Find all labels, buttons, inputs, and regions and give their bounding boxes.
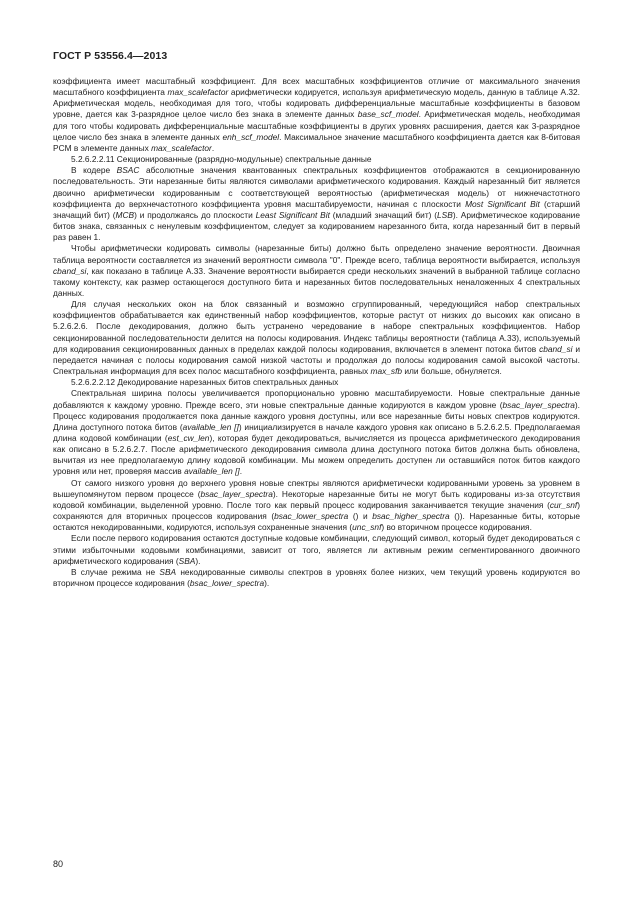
paragraph-0 — [53, 76, 580, 154]
text-run: ). Некоторые нарезанные биты не могут быть кодированы из-за отсутствия кодовой комбинации, выделенной уровню. После того как первый процесс кодирования заканчивается текущие значения ( — [53, 488, 580, 510]
text-run: 5.2.6.2.2.11 Секционированные (разрядно-модульные) спектральные данные — [71, 154, 372, 165]
text-run: некодированные символы спектров в уровнях более низких, чем текущий уровень кодируются во вторичном процессе кодирования ( — [53, 566, 580, 589]
text-run: . — [239, 466, 243, 477]
text-run: . — [211, 142, 215, 153]
document-header: ГОСТ Р 53556.4—2013 — [53, 50, 168, 62]
text-run: ) во вторичном процессе кодирования. — [381, 522, 532, 533]
text-run: От самого низкого уровня до верхнего уровня новые спектры являются арифметически кодированными уровень за уровнем в вышеупомянутом первом процессе ( — [53, 477, 580, 499]
italic-term: bsac_lower_spectra — [274, 511, 349, 522]
italic-term: MCB — [115, 209, 135, 220]
paragraph-4 — [53, 299, 580, 377]
paragraph-7 — [53, 478, 580, 534]
italic-term: Most Significant Bit — [465, 198, 540, 209]
paragraph-6 — [53, 388, 580, 477]
text-run: , как показано в таблице А.33. Значение вероятности выбирается среди нескольких значений в выбранной таблице согласно такому контексту, как размер остающегося доступного бита и нарезанных битов последовательных неналоженных 4 спектральных данных. — [53, 265, 580, 298]
text-run: ). Процесс кодирования продолжается пока данные каждого уровня доступны, или все нарезанные биты новых спектров кодируются. Длина доступного потока битов ( — [53, 399, 580, 432]
text-run: коэффициента имеет масштабный коэффициент. Для всех масштабных коэффициентов отличие от максимального значения масштабного коэффициента — [53, 76, 580, 98]
italic-term: BSAC — [116, 165, 140, 176]
text-run: . Максимальное значение масштабного коэффициента дается как 8-битовая PCM в элементе данных — [53, 131, 580, 153]
italic-term: base_scf_model — [357, 109, 419, 120]
page-number: 80 — [53, 859, 64, 869]
text-run: В кодере — [71, 165, 117, 176]
body-text — [53, 76, 580, 589]
text-run: и передается начиная с полосы кодирования самой низкой частоты и продолжая до полосы кодирования самой высокой частоты. Спектральная информация для всех полос масштабного коэффициента, равных — [53, 343, 580, 377]
italic-term: LSB — [437, 209, 453, 220]
text-run: ), которая будет декодироваться, вычисляется из процесса арифметического декодирования как описано в 5.2.6.2.7. После арифметического декодирования символа длина доступного потока битов должна быть обновлена, вычитая из нее предполагаемую длину кодовой комбинации. Мы можем определить доступен ли оставшийся поток битов каждого уровня или нет, проверяя массив — [53, 433, 580, 477]
italic-term: cband_si — [539, 343, 573, 354]
italic-term: available_len [] — [184, 466, 240, 477]
text-run: ). — [264, 578, 270, 589]
text-run: (младший значащий бит) ( — [329, 209, 438, 220]
text-run: ). — [195, 555, 201, 566]
italic-term: Least Significant Bit — [255, 209, 330, 220]
italic-term: bsac_lower_spectra — [189, 578, 265, 589]
italic-term: cur_snf — [549, 499, 578, 510]
italic-term: est_cw_len — [167, 433, 210, 443]
text-run: (старший значащий бит) ( — [53, 198, 580, 220]
text-run: () и — [348, 511, 373, 522]
section-heading-5-2-6-2-2-11 — [53, 154, 580, 165]
italic-term: bsac_higher_spectra — [372, 511, 450, 522]
italic-term: cband_si — [53, 265, 87, 276]
text-run: Если после первого кодирования остаются доступные кодовые комбинации, следующий символ, который будет декодироваться с этими избыточными кодовыми комбинациями, зависит от того, является ли активным режим сегментированного двоичного арифметического кодирования ( — [53, 533, 580, 566]
italic-term: unc_snf — [352, 522, 382, 533]
paragraph-8 — [53, 533, 580, 566]
text-run: Чтобы арифметически кодировать символы (нарезанные биты) должно быть определено значение вероятности. Двоичная таблица вероятности составляется из значений вероятности символа "0". Прежде всего, таблица вероятности выбирается, используя — [53, 243, 580, 265]
text-run: ()). Нарезанные биты, которые остаются некодированными, кодируются, используя сохраненные значения ( — [53, 511, 580, 533]
paragraph-3 — [53, 243, 580, 299]
text-run: 5.2.6.2.2.12 Декодирование нарезанных битов спектральных данных — [71, 377, 339, 388]
italic-term: SBA — [178, 555, 196, 566]
italic-term: SBA — [159, 566, 177, 577]
italic-term: enh_scf_model — [222, 131, 280, 142]
italic-term: max_sfb — [370, 366, 403, 377]
text-run: абсолютные значения квантованных спектральных коэффициентов отображаются в секционированную последовательность. Эти нарезанные биты являются символами арифметического кодирования. Каждый нарезанный бит является двоично арифметически кодированным с соответствующей вероятностью (арифметическая модель) от нижнечастотного коэффициента до верхнечастотного коэффициента уровня масштабируемости, начиная с плоскости — [53, 165, 580, 209]
text-run: или больше, обнуляется. — [402, 366, 502, 377]
text-run: ) сохраняются для вторичных процессов кодирования ( — [53, 499, 580, 522]
italic-term: bsac_layer_spectra — [200, 488, 273, 499]
italic-term: available_len [] — [182, 421, 239, 432]
text-run: Для случая нескольких окон на блок связанный и возможно сгруппированный, чередующийся набор спектральных коэффициентов обрабатывается как единственный набор коэффициентов, которые растут от низких до высоких как описано в 5.2.6.2.6. После декодирования, должно быть устранено чередование в наборе спектральных коэффициентов. Набор секционированной последовательности делится на полосы кодирования. Индекс таблицы вероятности (таблица А.33), используемый для кодирования секционированных данных в пределах каждой полосы кодирования, включается в элемент потока битов — [53, 299, 580, 354]
italic-term: bsac_layer_spectra — [502, 399, 575, 410]
text-run: Спектральная ширина полосы увеличивается пропорционально уровню масштабируемости. Новые спектральные данные добавляются к каждому уровню. Прежде всего, эти новые спектральные данные кодируются в каждом уровне ( — [53, 388, 580, 410]
text-run: арифметически кодируется, используя арифметическую модель, данную в таблице А.32. Арифметическая модель, необходимая для того, чтобы кодировать дифференциальные масштабные коэффициенты в базовом уровне, дается как 3-разрядное целое число без знака в элементе данных — [53, 87, 580, 120]
italic-term: max_scalefactor — [167, 87, 229, 98]
text-run: ). Арифметическое кодирование битов знака, связанных с ненулевым коэффициентом, следует за кодированием нарезанного бита, когда нарезанный бит в первый раз равен 1. — [53, 209, 580, 243]
section-heading-5-2-6-2-2-12 — [53, 377, 580, 388]
text-run: В случае режима не — [71, 566, 160, 577]
text-run: . Арифметическая модель, необходимая для того чтобы кодировать дифференциальные масштабные коэффициенты в других уровнях расширения, дается как 3-разрядное целое число без знака в элементе данных — [53, 109, 580, 142]
text-run: ) и продолжаясь до плоскости — [134, 209, 256, 220]
paragraph-9 — [53, 567, 580, 589]
italic-term: max_scalefactor — [151, 142, 212, 153]
text-run: ) инициализируется в начале каждого уровня как описано в 5.2.6.2.5. Предполагаемая длина кодовой комбинации ( — [53, 421, 580, 443]
paragraph-2 — [53, 165, 580, 243]
